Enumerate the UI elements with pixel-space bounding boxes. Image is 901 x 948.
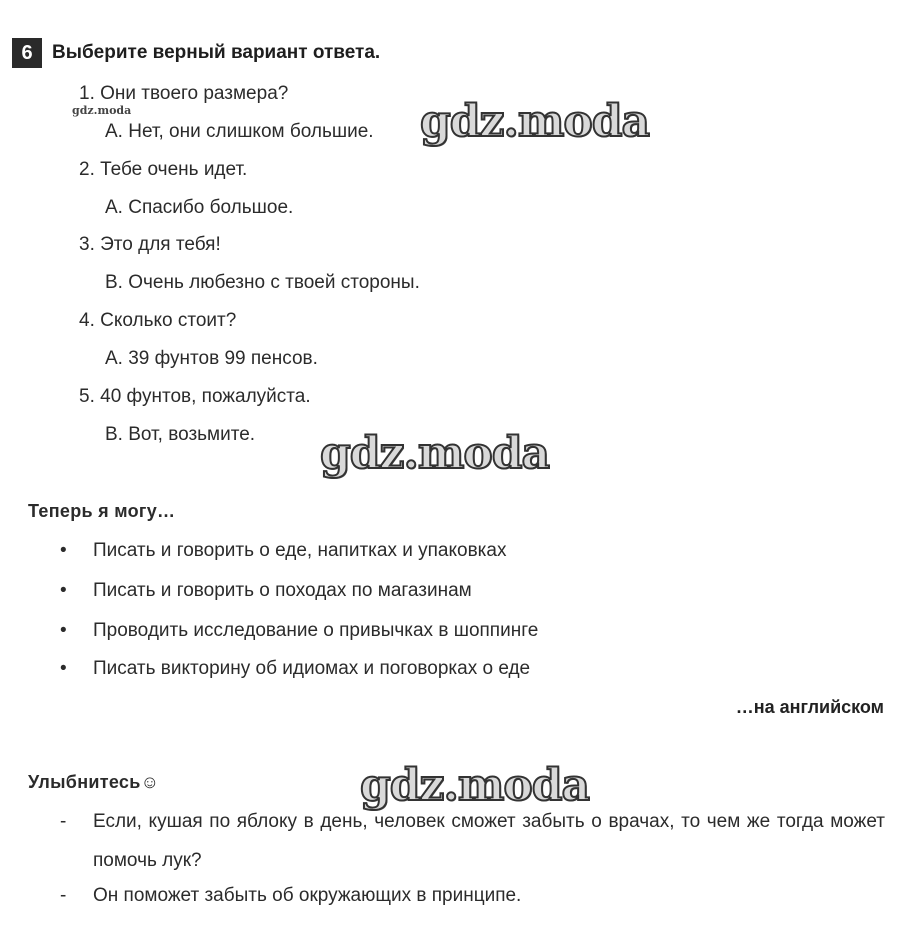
question-3: 3. Это для тебя! <box>79 234 221 255</box>
answer-2: A. Спасибо большое. <box>105 197 294 218</box>
question-5: 5. 40 фунтов, пожалуйста. <box>79 386 311 407</box>
question-1: 1. Они твоего размера? <box>79 83 289 104</box>
watermark-logo: gdz.moda <box>360 760 590 811</box>
answer-4: A. 39 фунтов 99 пенсов. <box>105 348 318 369</box>
can-do-heading: Теперь я могу… <box>28 501 176 521</box>
bullet-icon: • <box>60 658 67 679</box>
answer-1: A. Нет, они слишком большие. <box>105 121 374 142</box>
smile-heading: Улыбнитесь☺ <box>28 772 160 792</box>
watermark-logo: gdz.moda <box>420 96 650 147</box>
can-do-item: Проводить исследование о привычках в шоппинге <box>93 620 539 641</box>
can-do-item: Писать викторину об идиомах и поговорках о еде <box>93 658 531 679</box>
joke-answer: Он поможет забыть об окружающих в принципе. <box>93 885 522 906</box>
exercise-title: Выберите верный вариант ответа. <box>52 42 381 63</box>
bullet-icon: • <box>60 540 67 561</box>
dash-marker: - <box>60 885 67 906</box>
can-do-item: Писать и говорить о походах по магазинам <box>93 580 472 601</box>
dash-marker: - <box>60 811 67 832</box>
question-4: 4. Сколько стоит? <box>79 310 237 331</box>
watermark-logo: gdz.moda <box>320 428 550 479</box>
question-2: 2. Тебе очень идет. <box>79 159 248 180</box>
language-note: …на английском <box>735 697 884 717</box>
exercise-number-badge: 6 <box>12 38 42 68</box>
watermark-small: gdz.moda <box>72 104 132 117</box>
bullet-icon: • <box>60 580 67 601</box>
joke-question: Если, кушая по яблоку в день, человек сможет забыть о врачах, то чем же тогда может помочь лук? <box>93 811 885 871</box>
answer-5: B. Вот, возьмите. <box>105 424 256 445</box>
bullet-icon: • <box>60 620 67 641</box>
can-do-item: Писать и говорить о еде, напитках и упаковках <box>93 540 507 561</box>
answer-3: B. Очень любезно с твоей стороны. <box>105 272 420 293</box>
